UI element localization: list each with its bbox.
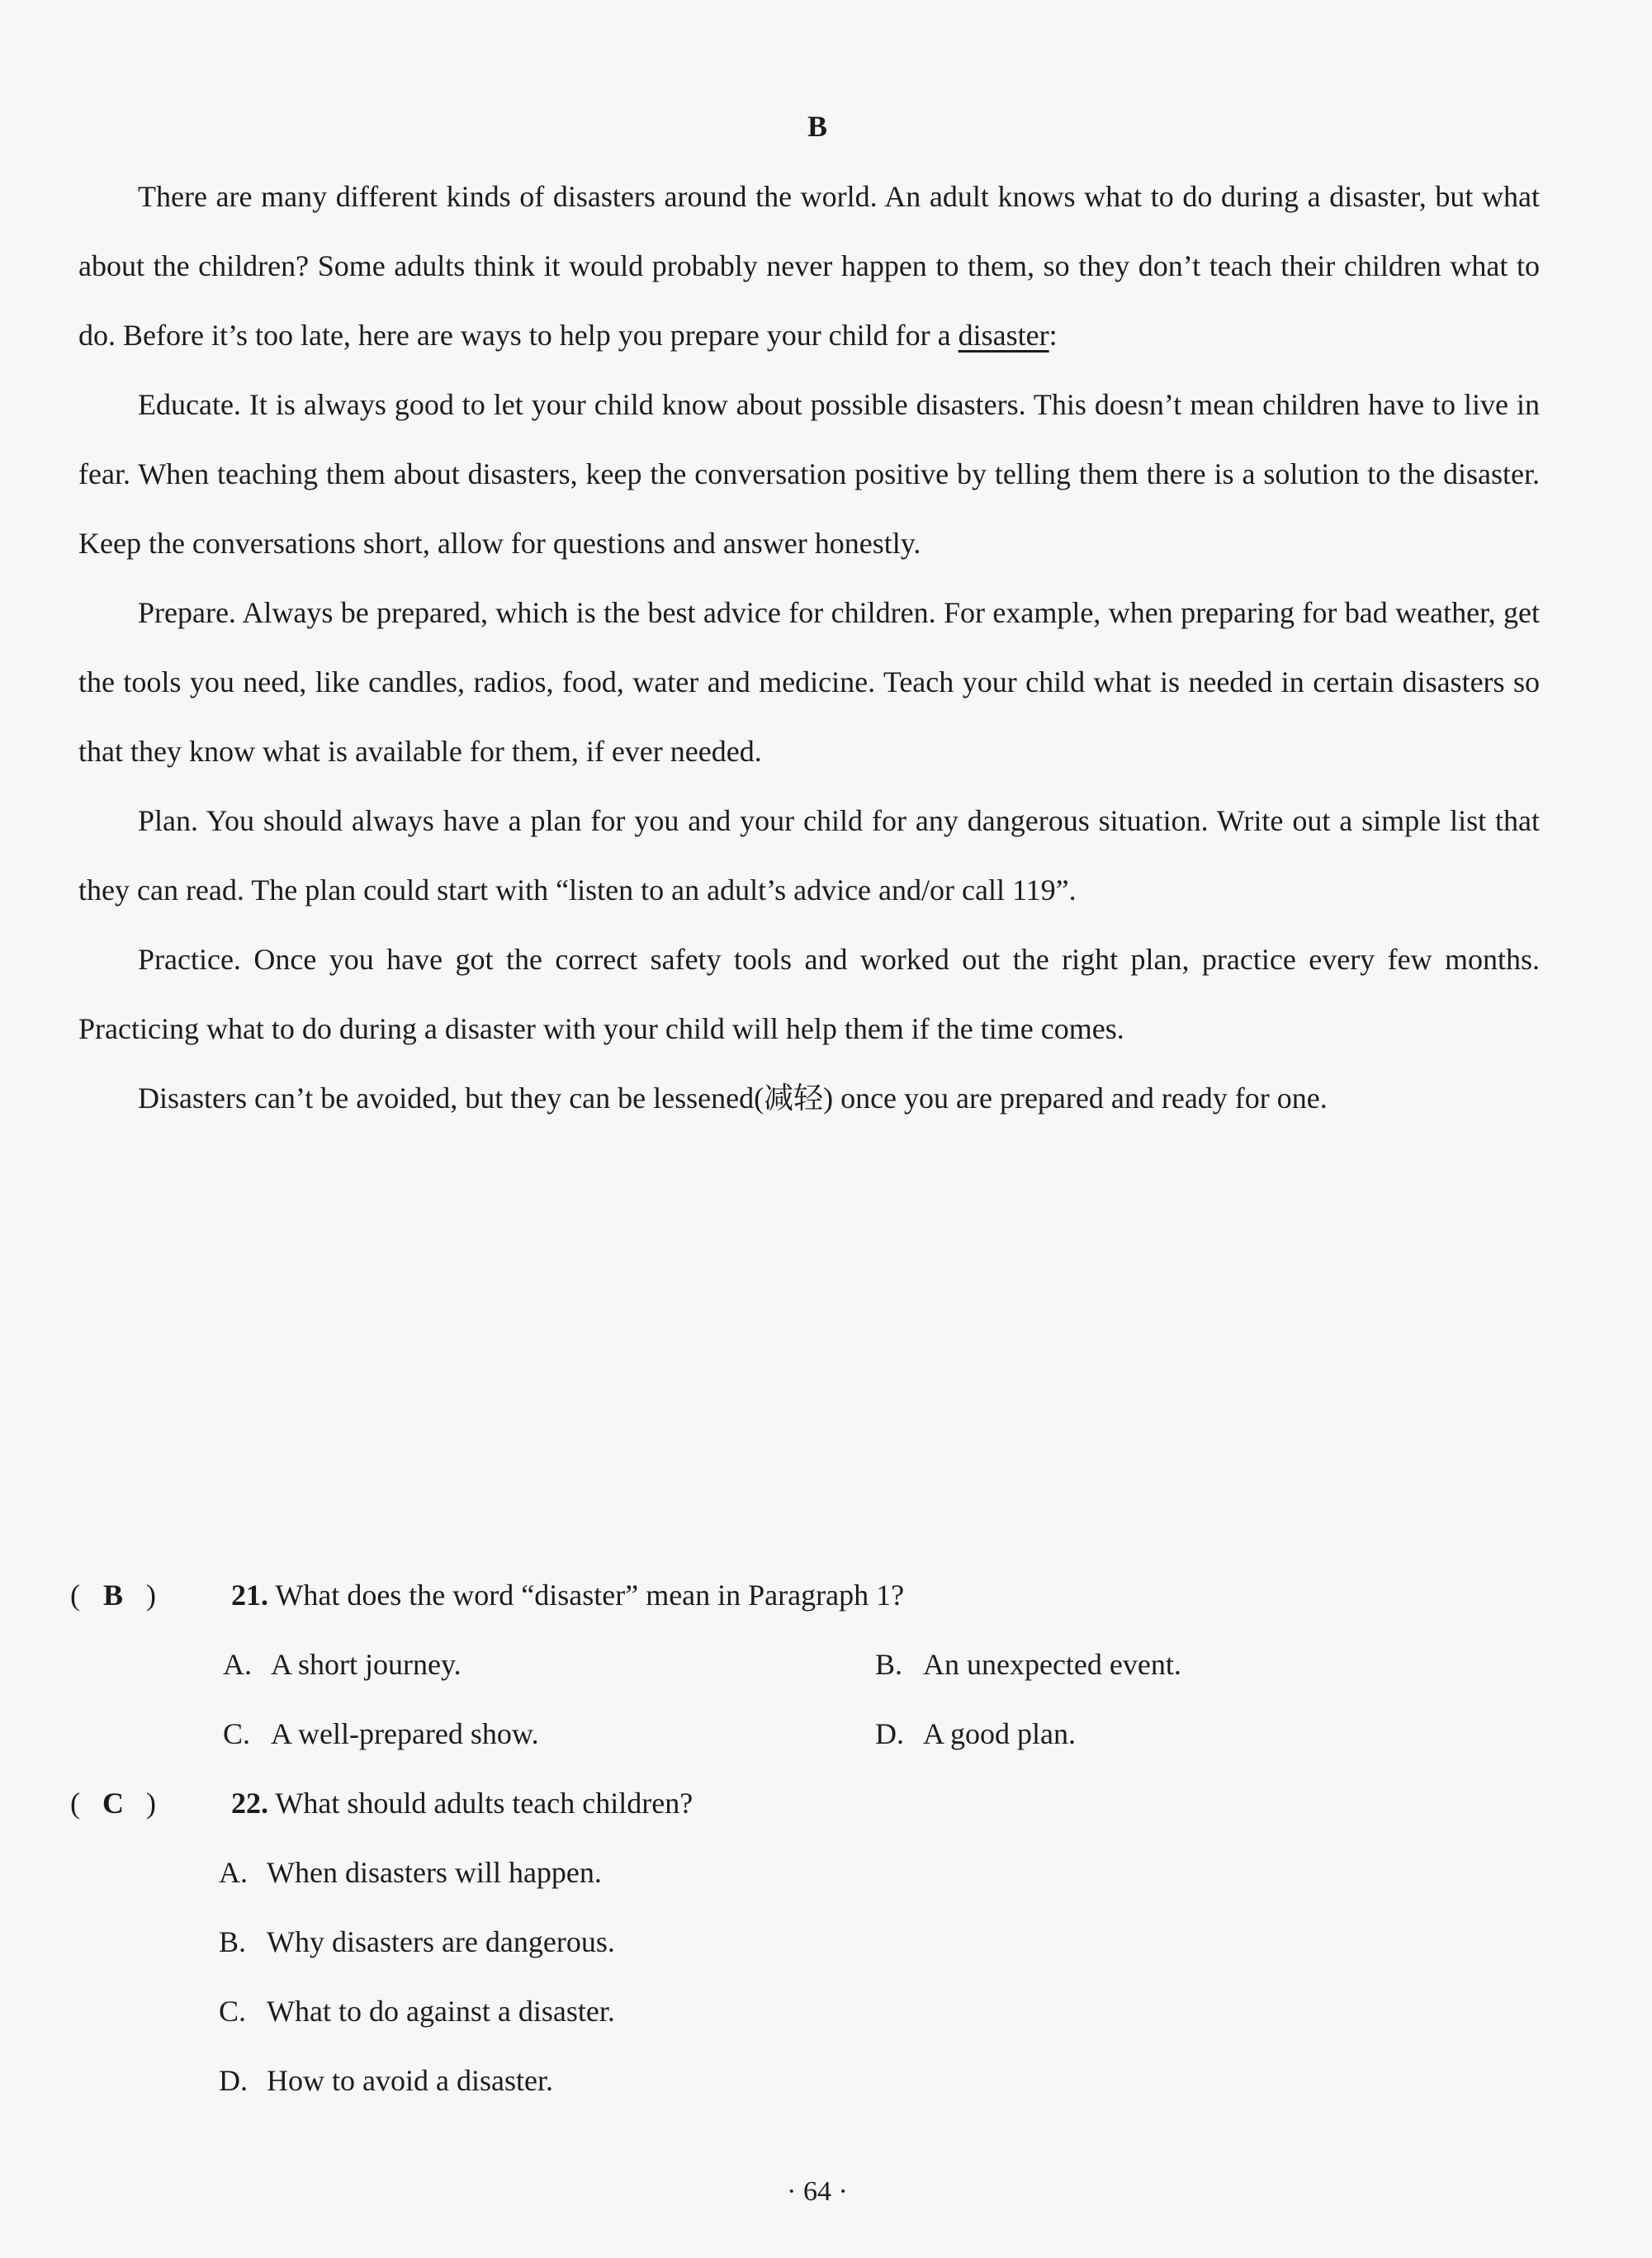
option-text: A well-prepared show. xyxy=(271,1717,539,1750)
option-letter: D. xyxy=(219,2064,248,2097)
option-list xyxy=(70,1838,1540,2115)
option-text: When disasters will happen. xyxy=(267,1856,602,1889)
option-letter: B. xyxy=(875,1648,903,1681)
option-text: How to avoid a disaster. xyxy=(267,2064,553,2097)
paren-close: ) xyxy=(146,1787,156,1820)
question-number: 21. xyxy=(231,1579,268,1612)
answer-bracket xyxy=(70,1768,231,1838)
question-stem xyxy=(70,1560,1540,1630)
answer-letter: B xyxy=(102,1579,123,1612)
paragraph-1 xyxy=(78,162,1540,370)
answer-letter: C xyxy=(102,1787,124,1820)
option-letter: B. xyxy=(219,1925,247,1958)
section-heading: B xyxy=(807,110,827,143)
option-letter: C. xyxy=(219,1995,247,2028)
question-21 xyxy=(70,1560,1540,1768)
option-letter: D. xyxy=(875,1717,904,1750)
option-list xyxy=(70,1630,1540,1768)
option-text: What to do against a disaster. xyxy=(267,1995,615,2028)
question-stem xyxy=(70,1768,1540,1838)
underlined-word: disaster xyxy=(958,319,1049,352)
option-letter: A. xyxy=(223,1648,252,1681)
paragraph-6: Disasters can’t be avoided, but they can be lessened(减轻) once you are prepared and ready for one. xyxy=(138,1082,1328,1115)
option-c xyxy=(223,1699,875,1768)
paragraph-3: Prepare. Always be prepared, which is the best advice for children. For example, when preparing for bad weather, get the tools you need, like candles, radios, food, water and medicine. Teach your child what is needed in certain disasters so that they know what is available for them, if ever needed. xyxy=(78,596,1540,768)
option-c xyxy=(219,1976,1540,2046)
option-letter: C. xyxy=(223,1717,251,1750)
question-number: 22. xyxy=(231,1787,268,1820)
option-text: An unexpected event. xyxy=(923,1648,1181,1681)
page-number: · 64 · xyxy=(787,2176,848,2207)
question-22 xyxy=(70,1768,1540,2115)
paragraph-4: Plan. You should always have a plan for you and your child for any dangerous situation. Write out a simple list that they can read. The plan could start with “listen to an adult’s advice and/or call 119”. xyxy=(78,804,1540,907)
option-d xyxy=(875,1699,1527,1768)
paragraph-2: Educate. It is always good to let your child know about possible disasters. This doesn’t mean children have to live in fear. When teaching them about disasters, keep the conversation positive by telling them there is a solution to the disaster. Keep the conversations short, allow for questions and answer honestly. xyxy=(78,388,1540,560)
paren-open: ( xyxy=(70,1579,80,1612)
question-block xyxy=(70,1560,1540,2115)
paren-open: ( xyxy=(70,1787,80,1820)
option-b xyxy=(875,1630,1527,1699)
paragraph-1-end: : xyxy=(1048,319,1058,352)
option-a xyxy=(219,1838,1540,1907)
answer-bracket xyxy=(70,1560,231,1630)
paragraph-5: Practice. Once you have got the correct safety tools and worked out the right plan, practice every few months. Practicing what to do during a disaster with your child will help them if the time comes. xyxy=(78,943,1540,1045)
paren-close: ) xyxy=(146,1579,156,1612)
paragraph-1-text: There are many different kinds of disasters around the world. An adult knows what to do during a disaster, but what about the children? Some adults think it would probably never happen to them, so they don’t teach their children what to do. Before it’s too late, here are ways to help you prepare your child for a xyxy=(78,180,1540,352)
option-text: Why disasters are dangerous. xyxy=(267,1925,615,1958)
question-text: What does the word “disaster” mean in Paragraph 1? xyxy=(275,1579,905,1612)
question-text: What should adults teach children? xyxy=(275,1787,693,1820)
option-a xyxy=(223,1630,875,1699)
option-letter: A. xyxy=(219,1856,248,1889)
option-text: A short journey. xyxy=(271,1648,462,1681)
option-text: A good plan. xyxy=(923,1717,1076,1750)
reading-passage xyxy=(78,162,1540,1133)
option-b xyxy=(219,1907,1540,1976)
option-d xyxy=(219,2046,1540,2115)
